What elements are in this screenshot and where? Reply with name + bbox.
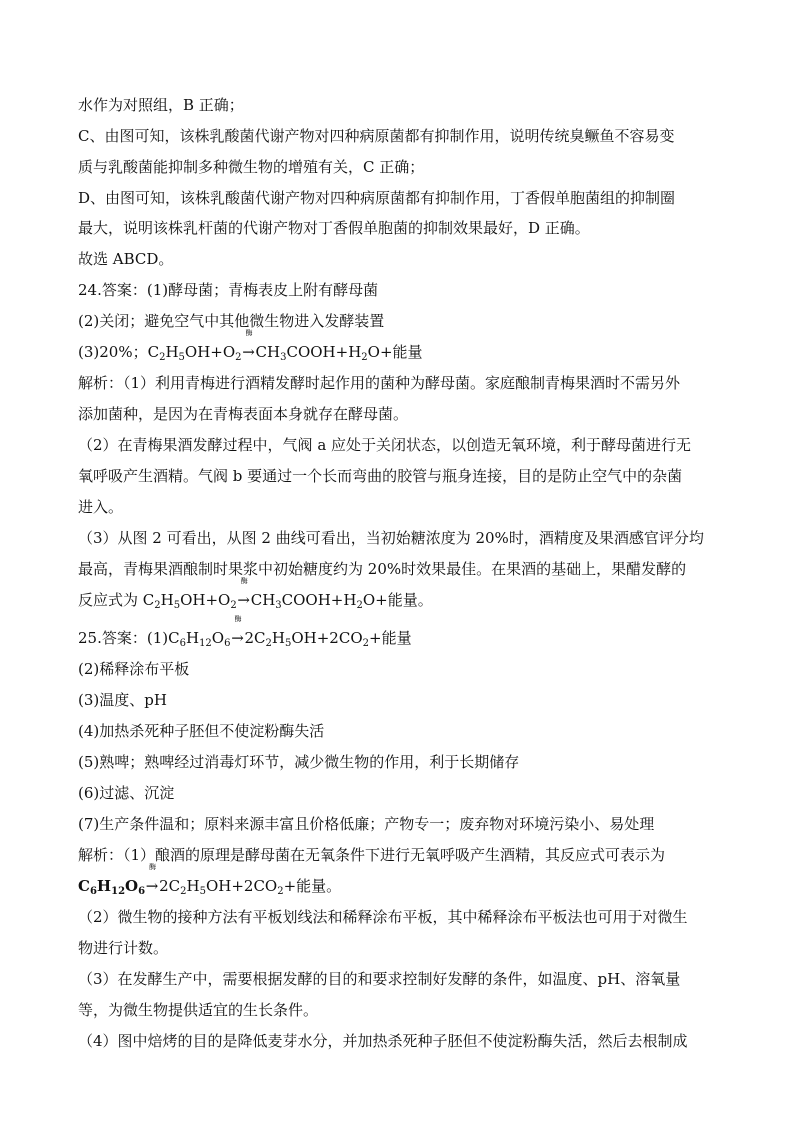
text-line: 添加菌种，是因为在青梅表面本身就存在酵母菌。 [78,405,409,423]
text-line: (2)关闭；避免空气中其他微生物进入发酵装置 [78,312,385,330]
reaction-arrow: 酶 → [237,577,250,609]
reaction-arrow: 酶 → [231,615,244,647]
reaction-arrow: 酶 → [145,863,159,895]
text-line: (7)生产条件温和；原料来源丰富且价格低廉；产物专一；废弃物对环境污染小、易处理 [78,815,655,833]
text-line: 解析：（1）利用青梅进行酒精发酵时起作用的菌种为酵母菌。家庭酿制青梅果酒时不需另外 [78,374,681,392]
text-line: (3)温度、pH [78,691,167,709]
text-line: C、由图可知，该株乳酸菌代谢产物对四种病原菌都有抑制作用，说明传统臭鳜鱼不容易变 [78,127,675,145]
text-line: （2）微生物的接种方法有平板划线法和稀释涂布平板，其中稀释涂布平板法也可用于对微生 [78,908,688,926]
text-line: D、由图可知，该株乳酸菌代谢产物对四种病原菌都有抑制作用，丁香假单胞菌组的抑制圈 [78,189,676,207]
answer-24-heading: 24.答案：(1)酵母菌；青梅表皮上附有酵母菌 [78,281,379,299]
text-line: （3）在发酵生产中，需要根据发酵的目的和要求控制好发酵的条件，如温度、pH、溶氧量 [78,970,681,988]
equation-alcohol-fermentation: $C_6H_{12}O_6$ 酶 $\to 2C_2H_5OH+2CO_2+$能量。 [78,863,342,897]
reaction-arrow: 酶 → [242,329,255,361]
equation-acetic-fermentation-2: 反应式为 $C_2H_5OH+O_2$ 酶 $\to CH_3COOH+H_2O+$能量。 [78,577,433,611]
text-line: 最高，青梅果酒酿制时果浆中初始糖度约为 20%时效果最佳。在果酒的基础上，果醋发酵的 [78,560,687,578]
equation-acetic-fermentation: (3)20%；$C_2H_5OH+O_2$ 酶 $\to CH_3COOH+H_2O+$能量 [78,329,423,363]
text-line: (4)加热杀死种子胚但不使淀粉酶失活 [78,722,325,740]
text-line: 故选 ABCD。 [78,250,174,268]
text-line: 进入。 [78,498,124,516]
text-line: 质与乳酸菌能抑制多种微生物的增殖有关，C 正确； [78,158,425,176]
text-line: 氧呼吸产生酒精。气阀 b 要通过一个长而弯曲的胶管与瓶身连接，目的是防止空气中的杂菌 [78,467,683,485]
text-line: （2）在青梅果酒发酵过程中，气阀 a 应处于关闭状态，以创造无氧环境，利于酵母菌进行无 [78,436,692,454]
text-line: (6)过滤、沉淀 [78,784,175,802]
text-line: (2)稀释涂布平板 [78,660,190,678]
text-line: 物进行计数。 [78,939,169,957]
text-line: 解析：（1）酿酒的原理是酵母菌在无氧条件下进行无氧呼吸产生酒精，其反应式可表示为 [78,846,666,864]
text-line: （4）图中焙烤的目的是降低麦芽水分，并加热杀死种子胚但不使淀粉酶失活，然后去根制成 [78,1032,688,1050]
answer-25-heading: 25.答案：$(1)C_6H_{12}O_6$ 酶 $\to 2C_2H_5OH+2CO_2+$能量 [78,615,412,649]
text-line: （3）从图 2 可看出，从图 2 曲线可看出，当初始糖浓度为 20%时，酒精度及果酒感官评分均 [78,529,704,547]
text-line: 等，为微生物提供适宜的生长条件。 [78,1001,319,1019]
text-line: (5)熟啤；熟啤经过消毒灯环节，减少微生物的作用，利于长期储存 [78,753,520,771]
text-line: 水作为对照组，B 正确； [78,96,244,114]
text-line: 最大，说明该株乳杆菌的代谢产物对丁香假单胞菌的抑制效果最好，D 正确。 [78,219,590,237]
